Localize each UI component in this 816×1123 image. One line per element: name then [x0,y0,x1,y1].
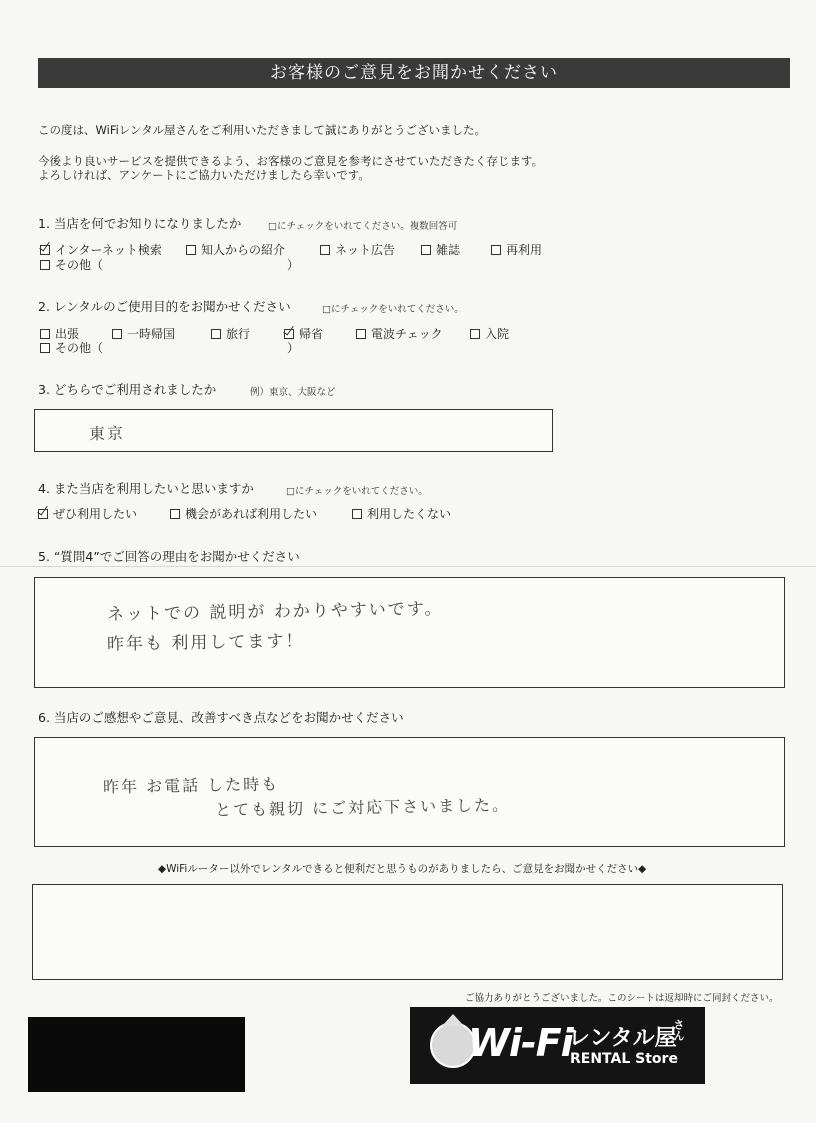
option-label: 電波チェック [371,327,443,341]
q1-option-referral[interactable] [186,241,285,258]
q5-handwritten-line-2: 昨年も 利用してます！ [106,631,305,655]
q6-answer-field[interactable] [34,737,785,847]
option-label: 機会があれば利用したい [185,507,318,521]
option-label: 再利用 [506,243,543,257]
checkbox[interactable] [470,329,480,339]
q6-handwritten-line-2: とても親切 にご対応下さいました。 [214,795,511,820]
q3-answer-field[interactable] [34,409,553,452]
page-title: お客様のご意見をお聞かせください [38,58,790,88]
checkbox[interactable] [112,329,122,339]
logo-wifi-text: Wi-Fi [468,1021,573,1065]
checkbox[interactable] [186,245,196,255]
option-label: 出張 [55,327,80,341]
q4-option-no[interactable] [352,505,451,522]
option-label: その他（ [55,341,104,355]
checkbox[interactable] [40,329,50,339]
q2-other-close-paren: ） [287,341,300,355]
q2-title: 2. レンタルのご使用目的をお聞かせください [38,299,291,314]
checkbox-checked[interactable] [38,509,48,519]
q1-option-net-ad[interactable] [320,241,395,258]
checkbox[interactable] [211,329,221,339]
checkbox[interactable] [356,329,366,339]
option-label: 一時帰国 [127,327,176,341]
thanks-note: ご協力ありがとうございました。このシートは返却時にご同封ください。 [465,993,779,1004]
option-label: 利用したくない [367,507,452,521]
q6-handwritten-line-1: 昨年 お電話 した時も [102,774,280,797]
intro-line-2: 今後より良いサービスを提供できるよう、お客様のご意見を参考にさせていただきたく存じます。 [38,154,544,168]
q1-note: □にチェックをいれてください。複数回答可 [268,221,458,232]
option-label: インターネット検索 [55,243,162,257]
option-label: 知人からの紹介 [201,243,286,257]
q1-option-magazine[interactable] [421,241,460,258]
q2-option-travel[interactable] [211,325,250,342]
q1-option-other[interactable] [40,256,103,273]
q4-option-if-opportunity[interactable] [170,505,317,522]
redacted-block [28,1017,245,1092]
option-label: ネット広告 [335,243,396,257]
q6-title: 6. 当店のご感想やご意見、改善すべき点などをお聞かせください [38,710,404,725]
checkbox[interactable] [170,509,180,519]
q3-note: 例）東京、大阪など [250,387,336,398]
q5-handwritten-line-1: ネットでの 説明が わかりやすいです。 [106,599,444,625]
option-label: 雑誌 [436,243,461,257]
checkbox[interactable] [491,245,501,255]
logo-japanese-text: レンタル屋 [568,1026,677,1051]
checkbox[interactable] [40,343,50,353]
option-label: 旅行 [226,327,251,341]
checkbox[interactable] [421,245,431,255]
suggestion-prompt: ◆WiFiルーター以外でレンタルできると便利だと思うものがありましたら、ご意見をお聞かせください◆ [158,863,647,875]
option-label: 入院 [485,327,510,341]
paper-fold-line [0,566,816,567]
brand-logo [410,1007,705,1084]
suggestion-answer-field[interactable] [32,884,783,980]
q5-answer-field[interactable] [34,577,785,688]
logo-english-text: RENTAL Store [570,1051,678,1067]
q4-title: 4. また当店を利用したいと思いますか [38,481,254,496]
q2-option-other[interactable] [40,339,103,356]
q1-title: 1. 当店を何でお知りになりましたか [38,216,242,231]
q3-title: 3. どちらでご利用されましたか [38,382,217,397]
q2-option-temporary-return[interactable] [112,325,175,342]
q3-handwritten-answer: 東京 [88,423,126,444]
q2-option-hospital[interactable] [470,325,509,342]
q2-option-signal-check[interactable] [356,325,443,342]
intro-line-3: よろしければ、アンケートにご協力いただけましたら幸いです。 [38,168,370,182]
checkbox-checked[interactable] [40,245,50,255]
intro-line-1: この度は、WiFiレンタル屋さんをご利用いただきまして誠にありがとうございました。 [38,123,487,137]
option-label: ぜひ利用したい [53,507,138,521]
checkbox[interactable] [40,260,50,270]
logo-san-text: さん [672,1019,685,1041]
checkbox-checked[interactable] [284,329,294,339]
q4-note: □にチェックをいれてください。 [286,486,428,497]
checkbox[interactable] [320,245,330,255]
checkbox[interactable] [352,509,362,519]
option-label: その他（ [55,258,104,272]
q5-title: 5. “質問4”でご回答の理由をお聞かせください [38,549,300,564]
q4-option-definitely[interactable] [38,505,137,522]
q2-note: □にチェックをいれてください。 [322,304,464,315]
q1-option-reuse[interactable] [491,241,542,258]
option-label: 帰省 [299,327,324,341]
q1-other-close-paren: ） [287,258,300,272]
